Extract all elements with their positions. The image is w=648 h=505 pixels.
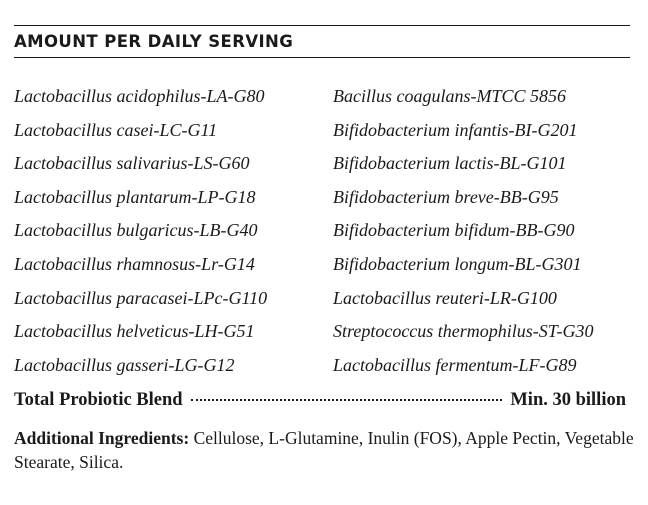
strain-item: Bifidobacterium lactis-BL-G101 [333,153,567,174]
strain-item: Bifidobacterium bifidum-BB-G90 [333,220,575,241]
strain-item: Lactobacillus gasseri-LG-G12 [14,354,235,375]
strain-item: Lactobacillus reuteri-LR-G100 [333,287,557,308]
additional-ingredients [14,426,634,474]
strain-item: Lactobacillus bulgaricus-LB-G40 [14,220,258,241]
total-blend-row [14,390,626,416]
total-blend-label: Total Probiotic Blend [14,390,183,410]
strain-item: Lactobacillus casei-LC-G11 [14,119,218,140]
strain-item: Lactobacillus fermentum-LF-G89 [333,354,577,375]
strain-item: Bifidobacterium longum-BL-G301 [333,253,582,274]
strain-item: Bacillus coagulans-MTCC 5856 [333,86,566,106]
strain-item: Lactobacillus paracasei-LPc-G110 [14,287,268,308]
additional-ingredients-label: Additional Ingredients: [14,428,194,448]
additional-ingredients-text: Cellulose, L-Glutamine, Inulin (FOS), Apple Pectin, Vegetable Stearate, Silica. [14,428,634,472]
strain-item: Lactobacillus helveticus-LH-G51 [14,321,255,342]
total-blend-value: Min. 30 billion [510,390,626,410]
strain-item: Bifidobacterium breve-BB-G95 [333,186,559,207]
strain-item: Lactobacillus rhamnosus-Lr-G14 [14,253,255,274]
strain-item: Streptococcus thermophilus-ST-G30 [333,321,594,342]
strain-item: Lactobacillus salivarius-LS-G60 [14,153,250,174]
strain-item: Bifidobacterium infantis-BI-G201 [333,119,578,140]
dot-leader [191,399,503,401]
strain-list-right [333,80,593,382]
strain-item: Lactobacillus plantarum-LP-G18 [14,186,256,207]
serving-header: AMOUNT PER DAILY SERVING [14,32,294,51]
strain-list-left [14,80,267,382]
header-rule [14,57,630,58]
top-rule [14,25,630,26]
strain-item: Lactobacillus acidophilus-LA-G80 [14,86,265,106]
